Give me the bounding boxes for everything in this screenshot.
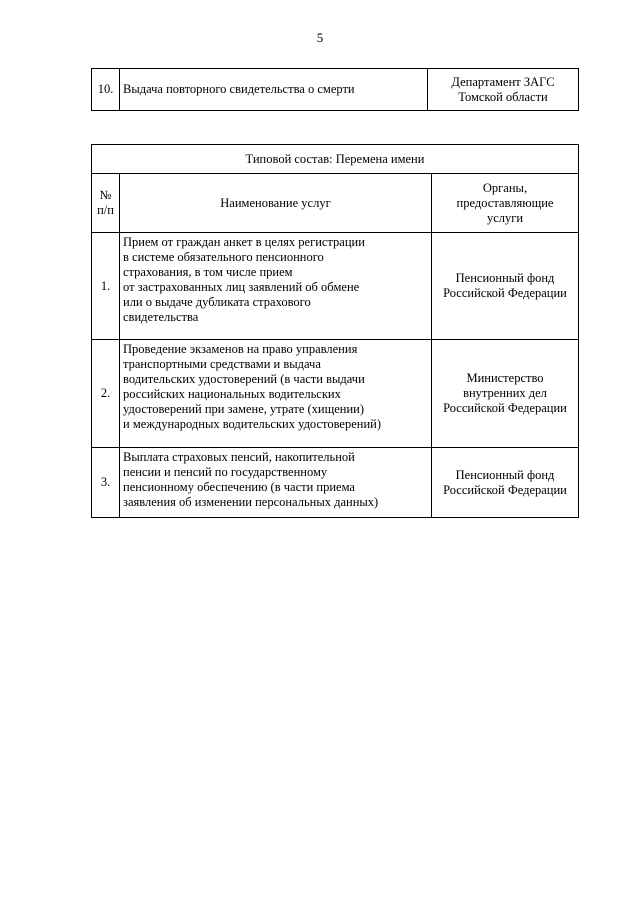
- table-title: Типовой состав: Перемена имени: [92, 145, 579, 174]
- service-line: пенсии и пенсий по государственному: [123, 465, 328, 479]
- service-line: и международных водительских удостоверений): [123, 417, 381, 431]
- provider-org-line: Российской Федерации: [443, 286, 567, 300]
- provider-org-line: Пенсионный фонд: [455, 271, 555, 285]
- provider-org: [428, 69, 579, 111]
- service-line: заявления об изменении персональных данных): [123, 495, 379, 509]
- service-line: от застрахованных лиц заявлений об обмене: [123, 280, 360, 294]
- provider-org-line: Пенсионный фонд: [455, 467, 555, 482]
- service-line: в системе обязательного пенсионного: [123, 250, 324, 264]
- service-name: [120, 448, 432, 518]
- service-line: Выплата страховых пенсий, накопительной: [123, 450, 355, 464]
- row-number: 10.: [92, 69, 120, 111]
- provider-org: [432, 340, 579, 448]
- provider-org-line: Томской области: [458, 89, 548, 104]
- service-line: водительских удостоверений (в части выдачи: [123, 372, 365, 386]
- service-line: Прием от граждан анкет в целях регистрации: [123, 235, 365, 249]
- table-row: [92, 448, 579, 518]
- service-name: [120, 340, 432, 448]
- continuation-table: [91, 68, 579, 111]
- page-number: 5: [316, 30, 324, 45]
- provider-org: [432, 448, 579, 518]
- table-row: [92, 233, 579, 340]
- header-service-name: Наименование услуг: [120, 174, 432, 233]
- service-name: Выдача повторного свидетельства о смерти: [120, 69, 428, 111]
- provider-org-line: Департамент ЗАГС: [451, 74, 555, 89]
- header-provider-line: Органы,: [482, 180, 528, 195]
- service-line: Проведение экзаменов на право управления: [123, 342, 358, 356]
- row-number: 2.: [92, 340, 120, 448]
- service-line: страхования, в том числе прием: [123, 265, 293, 279]
- provider-org-line: Министерство: [466, 371, 544, 385]
- provider-org-line: Российской Федерации: [443, 401, 567, 415]
- service-line: свидетельства: [123, 310, 199, 324]
- header-number: [92, 174, 120, 233]
- header-provider-line: услуги: [486, 210, 524, 225]
- service-line: транспортными средствами и выдача: [123, 357, 321, 371]
- service-name: [120, 233, 432, 340]
- row-number: 3.: [92, 448, 120, 518]
- service-line: пенсионному обеспечению (в части приема: [123, 480, 355, 494]
- table-header-row: [92, 174, 579, 233]
- row-number: 1.: [92, 233, 120, 340]
- service-line: российских национальных водительских: [123, 387, 341, 401]
- header-provider: [432, 174, 579, 233]
- provider-org-line: Российской Федерации: [443, 482, 567, 497]
- table-row: [92, 69, 579, 111]
- header-number-line: п/п: [97, 203, 114, 217]
- service-line: или о выдаче дубликата страхового: [123, 295, 311, 309]
- header-provider-line: предоставляющие: [456, 195, 554, 210]
- services-table: [91, 144, 579, 518]
- header-number-line: №: [99, 188, 112, 202]
- service-line: удостоверений при замене, утрате (хищении): [123, 402, 365, 416]
- provider-org: [432, 233, 579, 340]
- table-row: [92, 340, 579, 448]
- provider-org-line: внутренних дел: [463, 386, 547, 400]
